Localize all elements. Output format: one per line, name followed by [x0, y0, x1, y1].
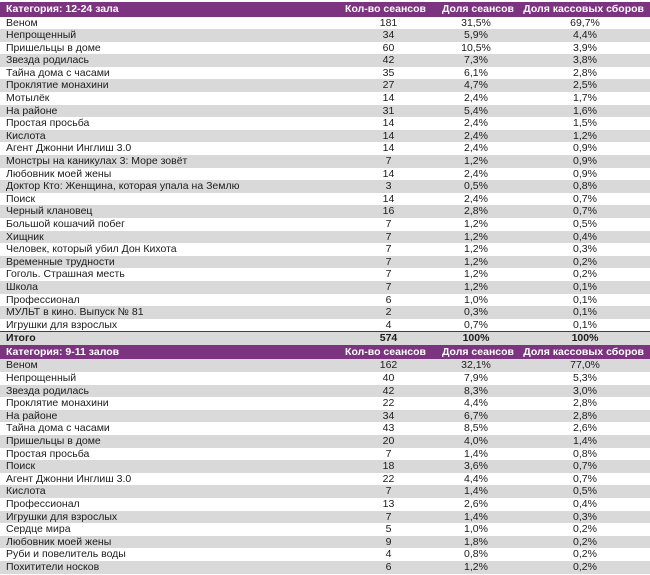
- box-office-share-cell: 0,3%: [573, 243, 597, 256]
- sessions-count-cell: 14: [382, 142, 395, 155]
- sessions-share-cell: 1,4%: [464, 447, 488, 460]
- column-header-sessions-count: Кол-во сеансов: [345, 2, 432, 17]
- sessions-count-cell: 42: [345, 385, 432, 398]
- column-header-box-office-share: Доля кассовых сборов: [520, 345, 650, 360]
- sessions-share-cell: 2,4%: [464, 142, 488, 155]
- table-row: [0, 473, 650, 486]
- sessions-count-cell: 162: [345, 359, 432, 372]
- box-office-share-cell: 3,9%: [573, 41, 597, 54]
- sessions-share-cell: 3,6%: [432, 460, 520, 473]
- sessions-share-cell: 2,4%: [464, 192, 488, 205]
- movie-title-cell: Школа: [0, 281, 345, 294]
- total-sessions-count-cell: 574: [345, 332, 432, 345]
- sessions-count-cell: 7: [385, 218, 392, 230]
- table-row: [0, 422, 650, 435]
- box-office-share-cell: 0,1%: [573, 293, 597, 306]
- box-office-share-cell: 0,7%: [520, 205, 650, 218]
- table-row: [0, 54, 650, 67]
- box-office-share-cell: 3,0%: [520, 385, 650, 398]
- sessions-count-cell: 7: [385, 447, 392, 460]
- table-row: [0, 155, 650, 168]
- total-label-cell: Итого: [0, 332, 345, 345]
- sessions-count-cell: 7: [385, 268, 392, 281]
- table-row: [0, 306, 650, 319]
- box-office-share-cell: 0,7%: [573, 192, 597, 205]
- sessions-count-cell: 60: [382, 41, 395, 54]
- movie-title-cell: Поиск: [6, 192, 36, 205]
- box-office-share-cell: 5,3%: [573, 372, 597, 385]
- box-office-share-cell: 0,2%: [573, 268, 597, 281]
- table-row: [0, 294, 650, 307]
- movie-title-cell: Простая просьба: [6, 117, 90, 130]
- sessions-share-cell: 0,7%: [464, 318, 488, 331]
- table-row: [0, 142, 650, 155]
- box-office-share-cell: 0,2%: [573, 523, 597, 536]
- sessions-share-cell: 8,5%: [464, 422, 488, 435]
- movie-title-cell: Игрушки для взрослых: [6, 318, 118, 331]
- sessions-count-cell: 13: [382, 497, 395, 510]
- total-row: [0, 332, 650, 345]
- category-header-row: [0, 345, 650, 360]
- sessions-count-cell: 40: [382, 372, 395, 385]
- sessions-count-cell: 4: [385, 548, 392, 561]
- sessions-share-cell: 1,0%: [464, 523, 488, 536]
- sessions-count-cell: 14: [382, 192, 395, 205]
- sessions-count-cell: 35: [382, 66, 395, 79]
- sessions-share-cell: 0,3%: [432, 306, 520, 319]
- table-row: [0, 79, 650, 92]
- sessions-count-cell: 34: [345, 29, 432, 42]
- sessions-count-cell: 14: [382, 117, 395, 130]
- movie-title-cell: Временные трудности: [0, 256, 345, 269]
- box-office-share-cell: 0,9%: [573, 142, 597, 155]
- box-office-share-cell: 0,1%: [520, 306, 650, 319]
- sessions-count-cell: 4: [385, 318, 392, 331]
- table-row: [0, 435, 650, 448]
- sessions-count-cell: 14: [382, 92, 395, 105]
- sessions-count-cell: 22: [382, 397, 395, 410]
- table-row: [0, 268, 650, 281]
- table-row: [0, 410, 650, 423]
- sessions-share-cell: 1,2%: [464, 268, 488, 281]
- box-office-share-cell: 0,2%: [520, 536, 650, 549]
- sessions-share-cell: 7,9%: [464, 372, 488, 385]
- sessions-share-cell: 1,2%: [432, 155, 520, 168]
- sessions-count-cell: 6: [385, 293, 392, 306]
- sessions-count-cell: 14: [382, 167, 395, 180]
- table-row: [0, 498, 650, 511]
- table-row: [0, 385, 650, 398]
- sessions-count-cell: 7: [345, 155, 432, 168]
- box-office-share-cell: 0,5%: [573, 218, 597, 230]
- movie-title-cell: Тайна дома с часами: [6, 66, 110, 79]
- movie-title-cell: Поиск: [0, 460, 345, 473]
- box-office-share-cell: 0,8%: [573, 447, 597, 460]
- movie-title-cell: Гоголь. Страшная месть: [6, 268, 125, 281]
- table-row: [0, 67, 650, 80]
- sessions-count-cell: 20: [345, 435, 432, 448]
- table-row: [0, 168, 650, 181]
- box-office-share-cell: 0,1%: [520, 281, 650, 294]
- sessions-share-cell: 1,8%: [432, 536, 520, 549]
- category-table: [0, 2, 650, 345]
- box-office-share-cell: 0,9%: [573, 167, 597, 180]
- sessions-share-cell: 4,7%: [432, 79, 520, 92]
- table-row: [0, 180, 650, 193]
- sessions-share-cell: 8,3%: [432, 385, 520, 398]
- sessions-count-cell: 7: [345, 231, 432, 244]
- category-table-body: [0, 17, 650, 345]
- movie-title-cell: Профессионал: [6, 497, 80, 510]
- sessions-share-cell: 4,0%: [432, 435, 520, 448]
- sessions-share-cell: 1,2%: [432, 231, 520, 244]
- table-row: [0, 205, 650, 218]
- box-office-share-cell: 69,7%: [570, 16, 600, 29]
- table-row: [0, 117, 650, 130]
- table-row: [0, 523, 650, 536]
- movie-title-cell: Большой кошачий побег: [6, 218, 125, 230]
- sessions-share-cell: 4,4%: [464, 397, 488, 410]
- sessions-count-cell: 3: [345, 180, 432, 193]
- table-row: [0, 561, 650, 574]
- sessions-count-cell: 43: [382, 422, 395, 435]
- movie-title-cell: Простая просьба: [6, 447, 90, 460]
- table-row: [0, 42, 650, 55]
- sessions-share-cell: 5,9%: [432, 29, 520, 42]
- table-row: [0, 243, 650, 256]
- sessions-count-cell: 22: [382, 472, 395, 485]
- category-title: Категория: 9-11 залов: [0, 345, 345, 360]
- box-office-share-cell: 1,5%: [573, 117, 597, 130]
- movie-title-cell: Звезда родилась: [0, 54, 345, 67]
- box-office-share-cell: 3,8%: [520, 54, 650, 67]
- movie-title-cell: Похитители носков: [0, 561, 345, 574]
- sessions-share-cell: 5,4%: [432, 105, 520, 118]
- box-office-share-cell: 2,8%: [520, 410, 650, 423]
- category-header-row: [0, 2, 650, 17]
- table-row: [0, 17, 650, 30]
- sessions-share-cell: 1,2%: [432, 561, 520, 574]
- table-row: [0, 29, 650, 42]
- movie-title-cell: Тайна дома с часами: [6, 422, 110, 435]
- table-row: [0, 548, 650, 561]
- sessions-count-cell: 16: [345, 205, 432, 218]
- box-office-share-cell: 0,2%: [520, 256, 650, 269]
- sessions-share-cell: 4,4%: [464, 472, 488, 485]
- sessions-count-cell: 7: [345, 511, 432, 524]
- box-office-share-cell: 0,7%: [520, 460, 650, 473]
- table-row: [0, 105, 650, 118]
- sessions-share-cell: 2,4%: [464, 117, 488, 130]
- column-header-sessions-count: Кол-во сеансов: [345, 345, 432, 360]
- box-office-share-cell: 0,7%: [573, 472, 597, 485]
- sessions-count-cell: 18: [345, 460, 432, 473]
- sessions-count-cell: 5: [385, 523, 392, 536]
- sessions-share-cell: 1,2%: [464, 218, 488, 230]
- movie-title-cell: Непрощенный: [0, 29, 345, 42]
- movie-title-cell: Кислота: [0, 130, 345, 143]
- column-header-box-office-share: Доля кассовых сборов: [520, 2, 650, 17]
- box-office-share-cell: 0,8%: [520, 180, 650, 193]
- sessions-share-cell: 1,0%: [464, 293, 488, 306]
- sessions-share-cell: 32,1%: [432, 359, 520, 372]
- movie-title-cell: Звезда родилась: [0, 385, 345, 398]
- table-row: [0, 281, 650, 294]
- box-office-share-cell: 0,3%: [520, 511, 650, 524]
- movie-title-cell: Сердце мира: [6, 523, 71, 536]
- sessions-count-cell: 34: [345, 410, 432, 423]
- movie-title-cell: Игрушки для взрослых: [0, 511, 345, 524]
- sessions-count-cell: 6: [345, 561, 432, 574]
- movie-title-cell: Проклятие монахини: [0, 79, 345, 92]
- sessions-share-cell: 0,5%: [432, 180, 520, 193]
- box-office-share-cell: 2,8%: [573, 397, 597, 410]
- movie-title-cell: Агент Джонни Инглиш 3.0: [6, 142, 132, 155]
- table-row: [0, 218, 650, 231]
- sessions-share-cell: 2,6%: [464, 497, 488, 510]
- movie-title-cell: Веном: [0, 359, 345, 372]
- movie-title-cell: Агент Джонни Инглиш 3.0: [6, 472, 132, 485]
- sessions-share-cell: 7,3%: [432, 54, 520, 67]
- sessions-share-cell: 2,4%: [464, 167, 488, 180]
- sessions-count-cell: 2: [345, 306, 432, 319]
- box-office-share-cell: 2,8%: [573, 66, 597, 79]
- sessions-share-cell: 2,4%: [464, 92, 488, 105]
- box-office-share-cell: 77,0%: [520, 359, 650, 372]
- movie-title-cell: Монстры на каникулах 3: Море зовёт: [0, 155, 345, 168]
- table-row: [0, 372, 650, 385]
- column-header-sessions-share: Доля сеансов: [432, 2, 520, 17]
- movie-title-cell: Непрощенный: [6, 372, 77, 385]
- total-box-office-share-cell: 100%: [520, 332, 650, 345]
- table-row: [0, 485, 650, 498]
- box-office-share-cell: 0,5%: [520, 485, 650, 498]
- movie-title-cell: Пришельцы в доме: [6, 41, 101, 54]
- movie-title-cell: Руби и повелитель воды: [6, 548, 126, 561]
- category-table-body: [0, 359, 650, 573]
- sessions-count-cell: 31: [345, 105, 432, 118]
- sessions-share-cell: 1,4%: [432, 511, 520, 524]
- sessions-count-cell: 181: [379, 16, 398, 29]
- sessions-share-cell: 6,1%: [464, 66, 488, 79]
- sessions-share-cell: 0,8%: [464, 548, 488, 561]
- movie-title-cell: Любовник моей жены: [0, 536, 345, 549]
- table-row: [0, 256, 650, 269]
- table-row: [0, 92, 650, 105]
- movie-title-cell: Профессионал: [6, 293, 80, 306]
- sessions-share-cell: 1,2%: [432, 256, 520, 269]
- sessions-count-cell: 7: [345, 485, 432, 498]
- sessions-count-cell: 7: [345, 256, 432, 269]
- movie-title-cell: Черный клановец: [0, 205, 345, 218]
- category-table: [0, 345, 650, 574]
- sessions-count-cell: 27: [345, 79, 432, 92]
- box-office-share-cell: 0,1%: [573, 318, 597, 331]
- movie-title-cell: На районе: [0, 105, 345, 118]
- movie-title-cell: Хищник: [0, 231, 345, 244]
- movie-title-cell: Любовник моей жены: [6, 167, 112, 180]
- movie-title-cell: Доктор Кто: Женщина, которая упала на Землю: [0, 180, 345, 193]
- sessions-share-cell: 1,2%: [464, 243, 488, 256]
- sessions-share-cell: 1,2%: [432, 281, 520, 294]
- box-office-share-cell: 2,5%: [520, 79, 650, 92]
- box-office-share-cell: 1,7%: [573, 92, 597, 105]
- movie-title-cell: МУЛЬТ в кино. Выпуск № 81: [0, 306, 345, 319]
- box-office-share-cell: 1,6%: [520, 105, 650, 118]
- table-row: [0, 231, 650, 244]
- table-row: [0, 319, 650, 332]
- sessions-share-cell: 10,5%: [461, 41, 491, 54]
- box-office-share-cell: 1,2%: [520, 130, 650, 143]
- movie-title-cell: Мотылёк: [6, 92, 50, 105]
- sessions-count-cell: 7: [345, 281, 432, 294]
- box-office-share-cell: 0,4%: [520, 231, 650, 244]
- box-office-share-cell: 2,6%: [573, 422, 597, 435]
- table-row: [0, 448, 650, 461]
- table-row: [0, 193, 650, 206]
- box-office-share-cell: 0,2%: [520, 561, 650, 574]
- sessions-share-cell: 31,5%: [461, 16, 491, 29]
- movie-title-cell: Пришельцы в доме: [0, 435, 345, 448]
- table-row: [0, 359, 650, 372]
- sessions-share-cell: 2,8%: [432, 205, 520, 218]
- total-sessions-share-cell: 100%: [432, 332, 520, 345]
- movie-title-cell: Проклятие монахини: [6, 397, 109, 410]
- sessions-share-cell: 2,4%: [432, 130, 520, 143]
- movie-title-cell: Веном: [6, 16, 38, 29]
- movie-title-cell: Кислота: [0, 485, 345, 498]
- sessions-share-cell: 6,7%: [432, 410, 520, 423]
- box-office-share-cell: 0,9%: [520, 155, 650, 168]
- table-row: [0, 460, 650, 473]
- box-office-share-cell: 1,4%: [520, 435, 650, 448]
- table-row: [0, 397, 650, 410]
- sessions-count-cell: 7: [385, 243, 392, 256]
- sessions-count-cell: 14: [345, 130, 432, 143]
- sessions-count-cell: 42: [345, 54, 432, 67]
- table-row: [0, 511, 650, 524]
- movie-title-cell: На районе: [0, 410, 345, 423]
- box-office-share-cell: 0,4%: [573, 497, 597, 510]
- movie-title-cell: Человек, который убил Дон Кихота: [6, 243, 177, 256]
- category-title: Категория: 12-24 зала: [0, 2, 345, 17]
- table-row: [0, 130, 650, 143]
- box-office-share-cell: 0,2%: [573, 548, 597, 561]
- table-row: [0, 536, 650, 549]
- sessions-share-cell: 1,4%: [432, 485, 520, 498]
- sessions-count-cell: 9: [345, 536, 432, 549]
- column-header-sessions-share: Доля сеансов: [432, 345, 520, 360]
- box-office-share-cell: 4,4%: [520, 29, 650, 42]
